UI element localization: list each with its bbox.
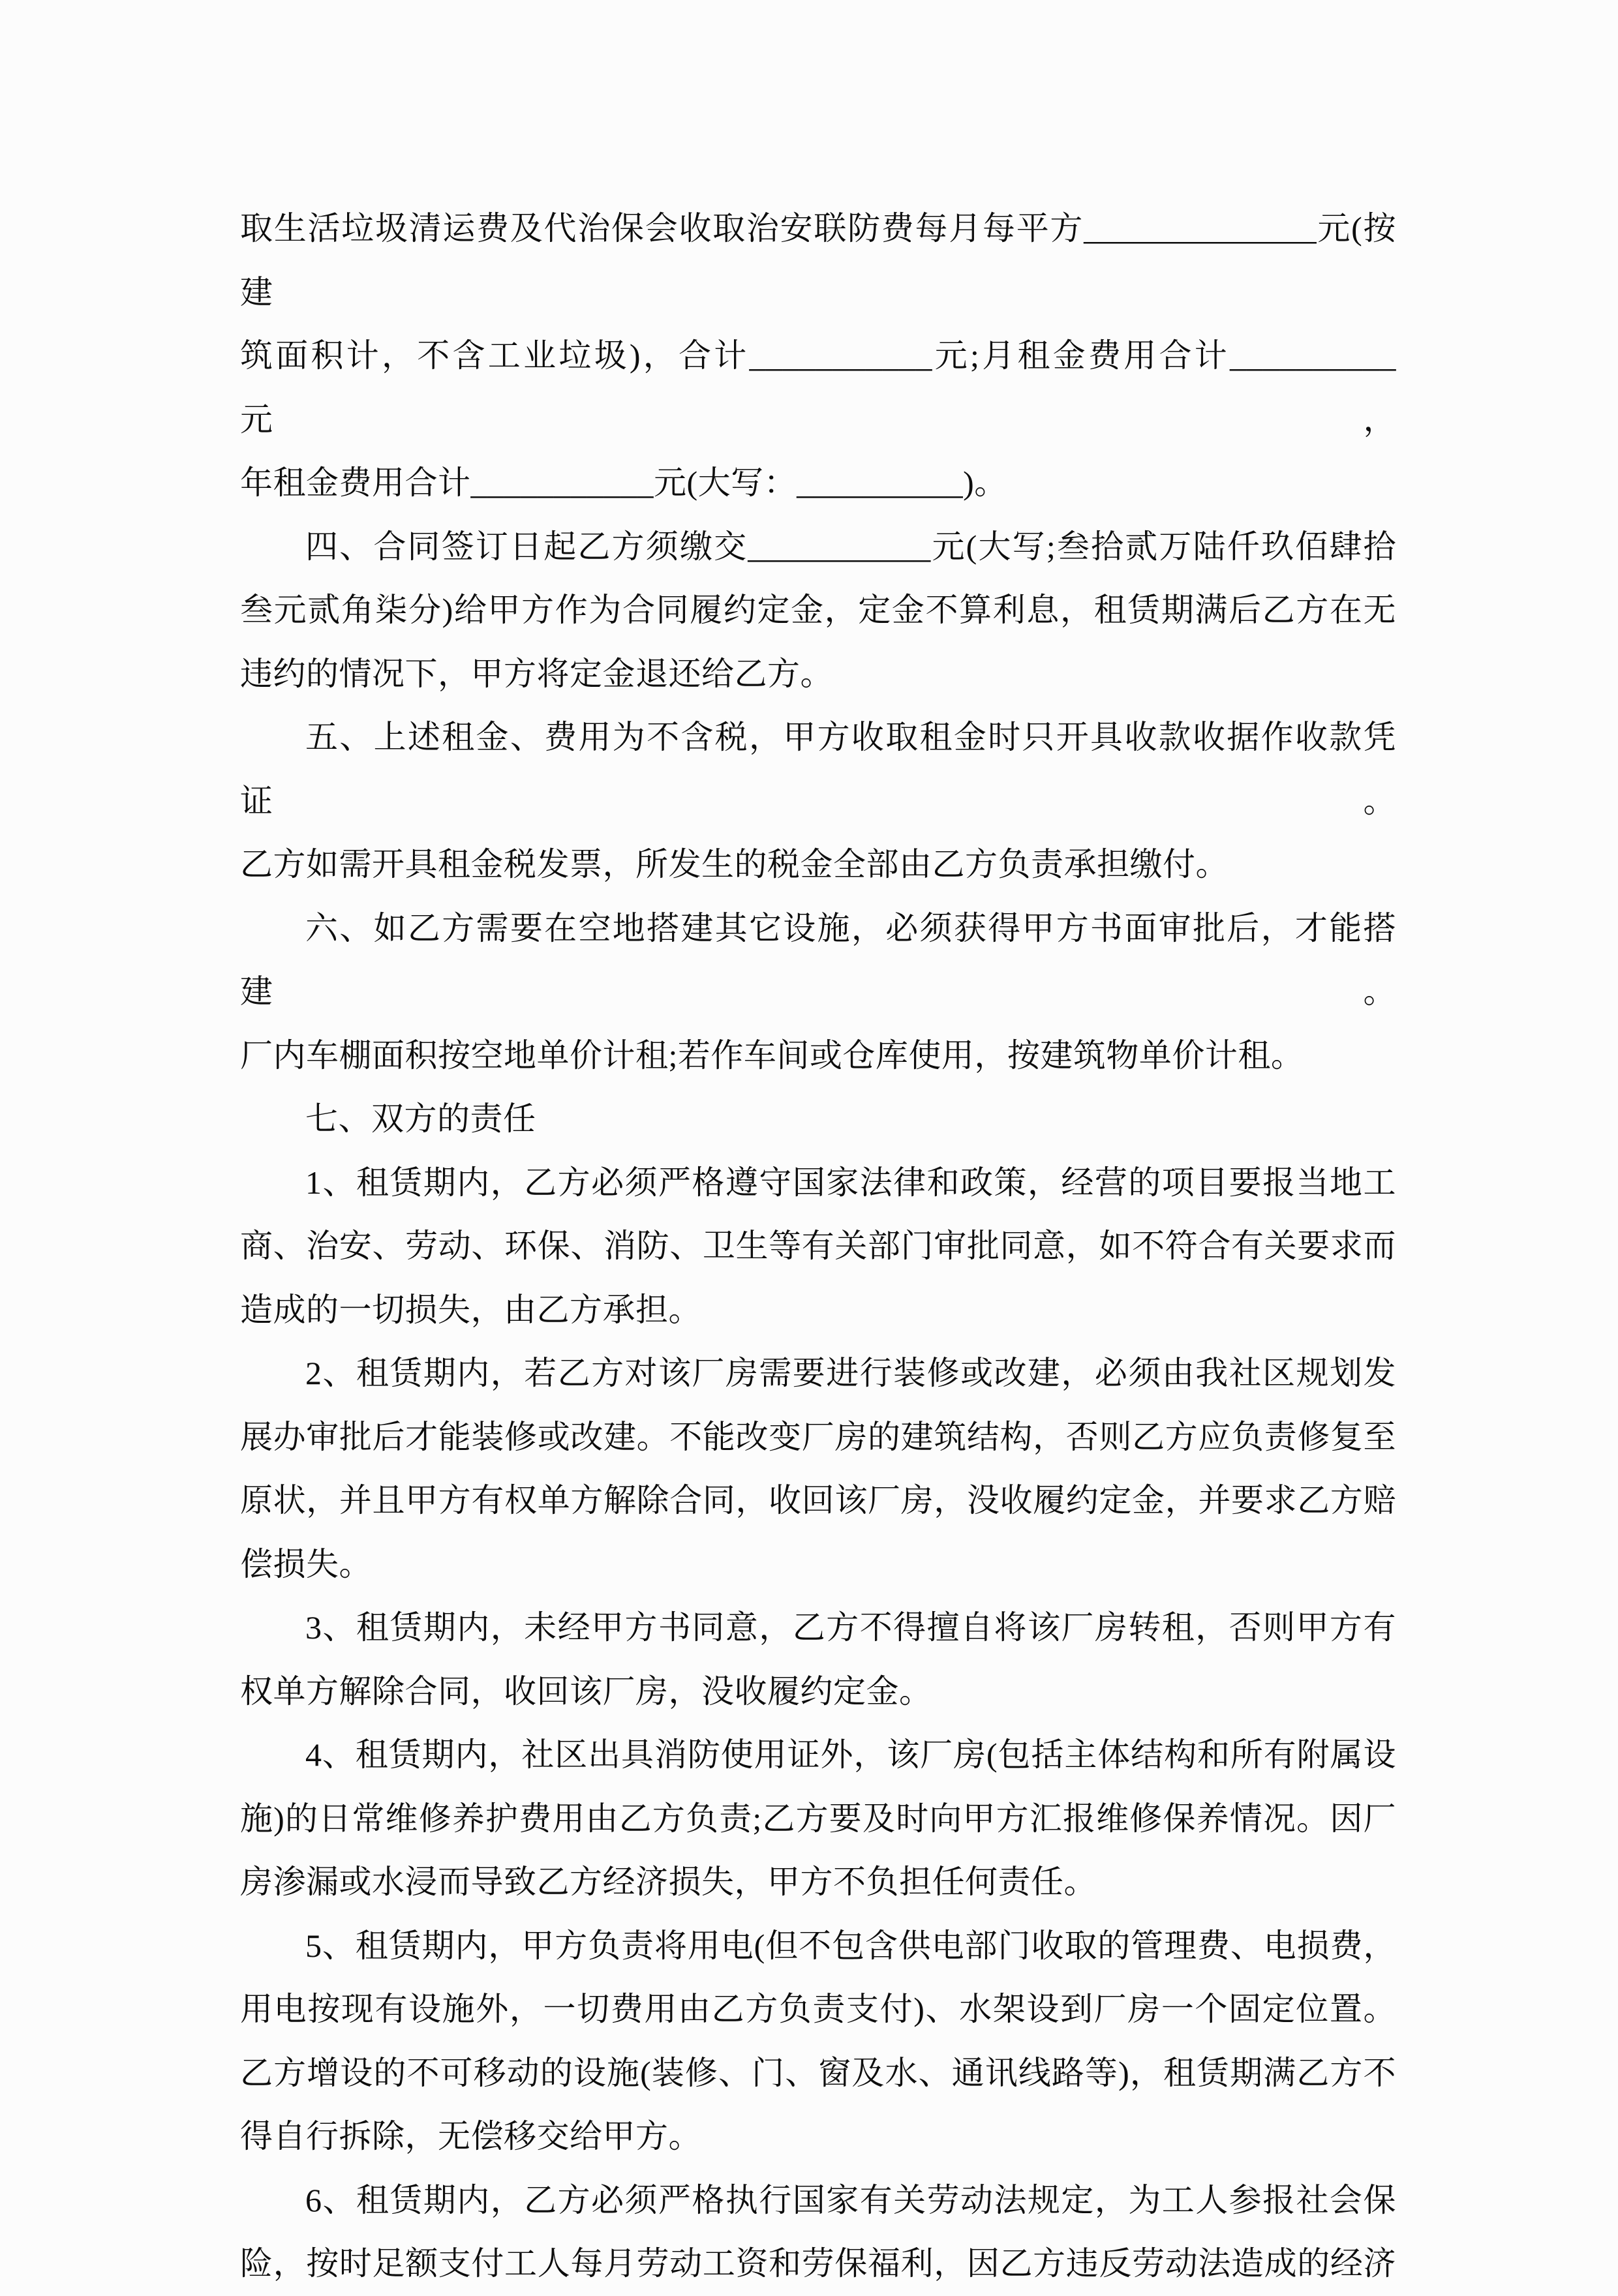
text-line-17: 原状，并且甲方有权单方解除合同，收回该厂房，没收履约定金，并要求乙方赔 bbox=[240, 1482, 1396, 1518]
text-line-25: 用电按现有设施外，一切费用由乙方负责支付)、水架设到厂房一个固定位置。 bbox=[240, 1991, 1396, 2027]
text-line-2: 筑面积计，不含工业垃圾)，合计___________元;月租金费用合计__________元， bbox=[240, 337, 1396, 438]
text-line-6: 违约的情况下，甲方将定金退还给乙方。 bbox=[240, 655, 833, 692]
text-line-27: 得自行拆除，无偿移交给甲方。 bbox=[240, 2118, 701, 2154]
text-line-10: 厂内车棚面积按空地单价计租;若作车间或仓库使用，按建筑物单价计租。 bbox=[240, 1036, 1304, 1074]
text-line-4: 四、合同签订日起乙方须缴交___________元(大写;叁拾贰万陆仟玖佰肆拾 bbox=[305, 528, 1396, 565]
document-body bbox=[240, 197, 1396, 2296]
text-line-13: 商、治安、劳动、环保、消防、卫生等有关部门审批同意，如不符合有关要求而 bbox=[240, 1228, 1396, 1264]
text-line-16: 展办审批后才能装修或改建。不能改变厂房的建筑结构，否则乙方应负责修复至 bbox=[240, 1418, 1396, 1455]
text-line-28: 6、租赁期内，乙方必须严格执行国家有关劳动法规定，为工人参报社会保 bbox=[305, 2181, 1396, 2218]
text-line-21: 4、租赁期内，社区出具消防使用证外，该厂房(包括主体结构和所有附属设 bbox=[305, 1736, 1396, 1773]
text-line-15: 2、租赁期内，若乙方对该厂房需要进行装修或改建，必须由我社区规划发 bbox=[305, 1355, 1396, 1391]
text-line-9: 六、如乙方需要在空地搭建其它设施，必须获得甲方书面审批后，才能搭建。 bbox=[240, 909, 1396, 1010]
text-line-23: 房渗漏或水浸而导致乙方经济损失，甲方不负担任何责任。 bbox=[240, 1864, 1097, 1900]
text-line-18: 偿损失。 bbox=[240, 1545, 372, 1582]
text-line-14: 造成的一切损失，由乙方承担。 bbox=[240, 1291, 701, 1328]
text-line-1: 取生活垃圾清运费及代治保会收取治安联防费每月每平方______________元(按建 bbox=[240, 210, 1396, 310]
text-line-3: 年租金费用合计___________元(大写：__________)。 bbox=[240, 464, 1007, 501]
text-line-22: 施)的日常维修养护费用由乙方负责;乙方要及时向甲方汇报维修保养情况。因厂 bbox=[240, 1800, 1396, 1837]
text-line-8: 乙方如需开具租金税发票，所发生的税金全部由乙方负责承担缴付。 bbox=[240, 846, 1229, 883]
text-line-24: 5、租赁期内，甲方负责将用电(但不包含供电部门收取的管理费、电损费， bbox=[305, 1927, 1396, 1964]
text-line-5: 叁元贰角柒分)给甲方作为合同履约定金，定金不算利息，租赁期满后乙方在无 bbox=[240, 592, 1396, 628]
text-line-11: 七、双方的责任 bbox=[305, 1100, 536, 1137]
text-line-20: 权单方解除合同，收回该厂房，没收履约定金。 bbox=[240, 1672, 932, 1710]
text-line-29: 险，按时足额支付工人每月劳动工资和劳保福利，因乙方违反劳动法造成的经济 bbox=[240, 2245, 1396, 2282]
text-line-26: 乙方增设的不可移动的设施(装修、门、窗及水、通讯线路等)，租赁期满乙方不 bbox=[240, 2054, 1396, 2091]
text-line-7: 五、上述租金、费用为不含税，甲方收取租金时只开具收款收据作收款凭证。 bbox=[240, 719, 1396, 819]
text-line-19: 3、租赁期内，未经甲方书同意，乙方不得擅自将该厂房转租，否则甲方有 bbox=[305, 1609, 1396, 1646]
text-line-12: 1、租赁期内，乙方必须严格遵守国家法律和政策，经营的项目要报当地工 bbox=[305, 1164, 1396, 1201]
